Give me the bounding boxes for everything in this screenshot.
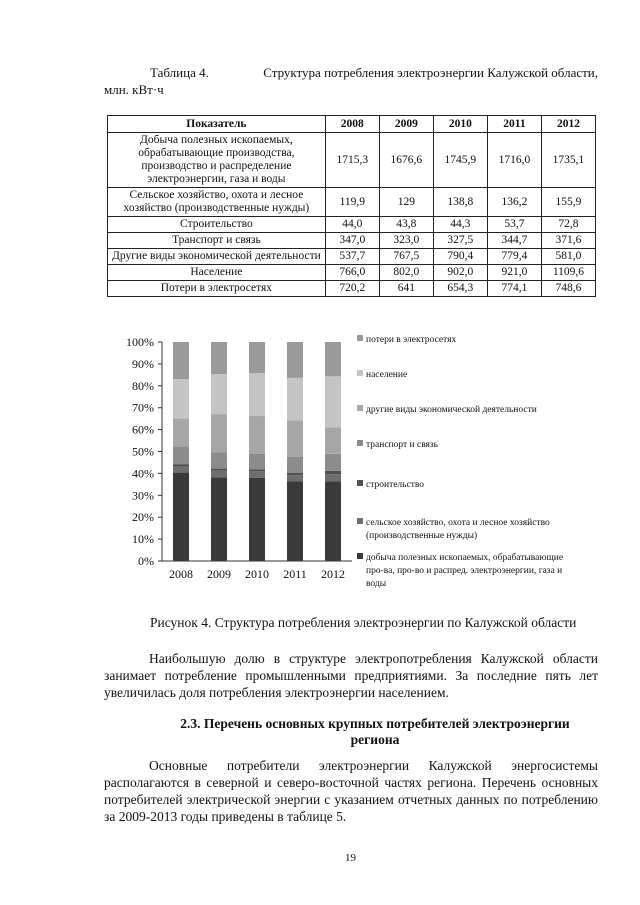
legend-swatch [357, 370, 363, 376]
legend-label: сельское хозяйство, охота и лесное хозяйство [366, 518, 550, 528]
table-cell: 774,1 [487, 281, 541, 297]
table-cell: 802,0 [379, 265, 433, 281]
bar-segment [325, 342, 341, 376]
row-label: Строительство [108, 217, 326, 233]
table-cell: 371,6 [541, 233, 595, 249]
bar-segment [249, 373, 265, 416]
bar-segment [173, 466, 189, 472]
table-header-cell: 2010 [433, 116, 487, 133]
legend-label: потери в электросетях [366, 335, 457, 345]
bar-segment [173, 464, 189, 466]
stacked-bar-chart [100, 332, 610, 602]
bar-segment [287, 475, 303, 481]
bar-segment [325, 376, 341, 427]
legend-label: (производственные нужды) [366, 531, 478, 541]
bar-segment [211, 469, 227, 471]
table-cell: 44,0 [325, 217, 379, 233]
bar-segment [249, 454, 265, 470]
table-header-cell: 2012 [541, 116, 595, 133]
legend-swatch [357, 405, 363, 411]
bar-segment [249, 416, 265, 454]
y-tick-label: 40% [132, 466, 154, 481]
bar-segment [211, 414, 227, 452]
bar-segment [173, 446, 189, 464]
legend-label: население [366, 370, 408, 380]
x-tick-label: 2010 [245, 567, 269, 581]
legend-swatch [357, 518, 363, 524]
paragraph-2-text: Основные потребители электроэнергии Калужской энергосистемы располагаются в северной и северо-восточной частях региона. Перечень основных потребителей электрической энергии с указанием отчетных данных по потреблению за 2009-2013 годы приведены в таблице 5. [104, 758, 598, 824]
x-tick-label: 2012 [321, 567, 345, 581]
table-cell: 138,8 [433, 188, 487, 217]
table-row [108, 265, 596, 281]
table-body [108, 133, 596, 297]
table-cell: 129 [379, 188, 433, 217]
page-number: 19 [345, 852, 356, 864]
table-row [108, 281, 596, 297]
bar-segment [287, 481, 303, 561]
bar-segment [325, 427, 341, 454]
bar-segment [173, 342, 189, 379]
paragraph-1 [104, 650, 598, 701]
bar-segment [211, 471, 227, 477]
bar-segment [211, 477, 227, 561]
table-caption-label: Таблица 4. [150, 65, 209, 80]
table-cell: 72,8 [541, 217, 595, 233]
table-header-cell: 2009 [379, 116, 433, 133]
y-tick-label: 0% [138, 554, 154, 568]
bar-segment [173, 379, 189, 418]
bar-segment [287, 421, 303, 457]
table-cell: 641 [379, 281, 433, 297]
bar-segment [287, 457, 303, 473]
bar-segment [211, 452, 227, 468]
bar-segment [249, 478, 265, 561]
bar-segment [173, 419, 189, 447]
row-label: Другие виды экономической деятельности [108, 249, 326, 265]
table-cell: 344,7 [487, 233, 541, 249]
bar-segment [325, 454, 341, 471]
row-label: Население [108, 265, 326, 281]
table-row [108, 249, 596, 265]
table-cell: 1676,6 [379, 133, 433, 188]
y-tick-label: 50% [132, 444, 154, 459]
table-cell: 779,4 [487, 249, 541, 265]
bar-segment [287, 378, 303, 421]
table-cell: 43,8 [379, 217, 433, 233]
y-tick-label: 60% [132, 422, 154, 437]
table-cell: 119,9 [325, 188, 379, 217]
y-tick-label: 90% [132, 356, 154, 371]
table-cell: 766,0 [325, 265, 379, 281]
table-cell: 654,3 [433, 281, 487, 297]
table-row [108, 233, 596, 249]
table-cell: 44,3 [433, 217, 487, 233]
table-cell: 767,5 [379, 249, 433, 265]
table-caption-title: Структура потребления электроэнергии Калужской области, [263, 65, 598, 80]
bar-segment [249, 469, 265, 471]
y-tick-label: 80% [132, 378, 154, 393]
table-cell: 748,6 [541, 281, 595, 297]
bar-segment [211, 374, 227, 414]
table-caption-unit: млн. кВт·ч [104, 82, 164, 97]
table-cell: 323,0 [379, 233, 433, 249]
table-cell: 921,0 [487, 265, 541, 281]
table-cell: 53,7 [487, 217, 541, 233]
table-header-cell: 2008 [325, 116, 379, 133]
bar-segment [287, 473, 303, 475]
paragraph-1-text: Наибольшую долю в структуре электропотребления Калужской области занимает потребление промышленными предприятиями. За последние пять лет увеличилась доля потребления электроэнергии населением. [104, 651, 598, 700]
legend-swatch [357, 440, 363, 446]
x-tick-label: 2011 [283, 567, 307, 581]
table-cell: 790,4 [433, 249, 487, 265]
y-tick-label: 30% [132, 488, 154, 503]
row-label: Добыча полезных ископаемых, обрабатывающие производства, производство и распределение электроэнергии, газа и воды [108, 133, 326, 188]
consumption-table [107, 115, 596, 297]
table-cell: 1715,3 [325, 133, 379, 188]
bar-segment [173, 473, 189, 561]
legend-label: про-ва, про-во и распред. электроэнергии, газа и [366, 566, 563, 576]
row-label: Потери в электросетях [108, 281, 326, 297]
table-cell: 347,0 [325, 233, 379, 249]
legend-label: воды [366, 579, 387, 589]
table-caption [104, 64, 598, 98]
table-cell: 720,2 [325, 281, 379, 297]
bar-segment [249, 342, 265, 373]
legend-swatch [357, 335, 363, 341]
section-heading: 2.3. Перечень основных крупных потребителей электроэнергии региона [180, 716, 570, 747]
table-cell: 1745,9 [433, 133, 487, 188]
bar-segment [325, 471, 341, 474]
row-label: Сельское хозяйство, охота и лесное хозяйство (производственные нужды) [108, 188, 326, 217]
paragraph-2 [104, 757, 598, 825]
table-header-cell: Показатель [108, 116, 326, 133]
table-cell: 902,0 [433, 265, 487, 281]
table-row [108, 133, 596, 188]
legend-label: транспорт и связь [366, 440, 439, 450]
y-tick-label: 100% [126, 335, 154, 349]
row-label: Транспорт и связь [108, 233, 326, 249]
table-cell: 1735,1 [541, 133, 595, 188]
bar-segment [249, 471, 265, 478]
y-tick-label: 20% [132, 510, 154, 525]
legend-swatch [357, 553, 363, 559]
x-tick-label: 2008 [169, 567, 193, 581]
bar-segment [325, 474, 341, 481]
table-cell: 537,7 [325, 249, 379, 265]
table-row [108, 217, 596, 233]
bar-segment [211, 342, 227, 374]
table-header-cell: 2011 [487, 116, 541, 133]
figure-caption: Рисунок 4. Структура потребления электроэнергии по Калужской области [150, 615, 577, 630]
table-cell: 1109,6 [541, 265, 595, 281]
table-cell: 327,5 [433, 233, 487, 249]
bar-segment [287, 342, 303, 378]
legend-label: добыча полезных ископаемых, обрабатывающие [366, 553, 564, 563]
x-tick-label: 2009 [207, 567, 231, 581]
y-tick-label: 70% [132, 400, 154, 415]
table-cell: 1716,0 [487, 133, 541, 188]
y-tick-label: 10% [132, 532, 154, 547]
table-row [108, 188, 596, 217]
table-cell: 136,2 [487, 188, 541, 217]
legend-label: другие виды экономической деятельности [366, 405, 537, 415]
legend-swatch [357, 480, 363, 486]
bar-segment [325, 481, 341, 561]
legend-label: строительство [366, 480, 425, 490]
table-cell: 155,9 [541, 188, 595, 217]
table-header-row [108, 116, 596, 133]
table-cell: 581,0 [541, 249, 595, 265]
